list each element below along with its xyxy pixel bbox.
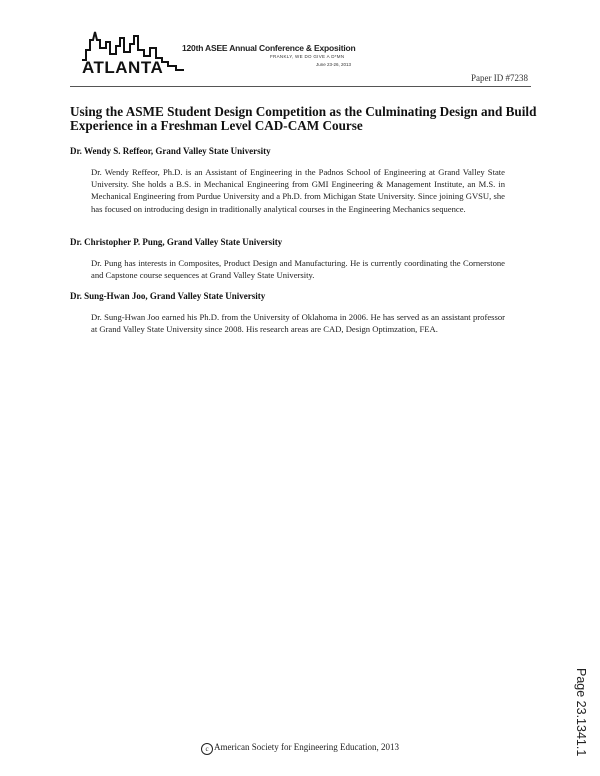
paper-id: Paper ID #7238 <box>471 73 528 83</box>
paper-title: Using the ASME Student Design Competition as the Culminating Design and Build Experience in a Freshman Level CAD-CAM Course <box>70 104 537 133</box>
author-name: Dr. Christopher P. Pung, Grand Valley State University <box>70 237 283 247</box>
page-number-stamp: Page 23.1341.1 <box>574 668 588 757</box>
header-divider <box>70 86 531 87</box>
author-name: Dr. Sung-Hwan Joo, Grand Valley State University <box>70 291 266 301</box>
copyright-icon: c <box>201 743 213 755</box>
author-bio: Dr. Sung-Hwan Joo earned his Ph.D. from the University of Oklahoma in 2006. He has served as an assistant professor at Grand Valley State University since 2008. His research areas are CAD, Design Optimzation, FEA. <box>91 312 505 335</box>
conference-subtitle: FRANKLY, WE DO GIVE A D*MN <box>270 54 345 59</box>
conference-dates: June 23-26, 2013 <box>316 62 352 67</box>
author-bio: Dr. Pung has interests in Composites, Product Design and Manufacturing. He is currently coordinating the Cornerstone and Capstone course sequences at Grand Valley State University. <box>91 258 505 281</box>
author-bio: Dr. Wendy Reffeor, Ph.D. is an Assistant of Engineering in the Padnos School of Engineering at Grand Valley State University. She holds a B.S. in Mechanical Engineering from GMI Engineering & Management Institute, an M.S. in Mechanical Engineering from Purdue University and a Ph.D. from Michigan State University. Since joining GVSU, she has focused on introducing design in traditionally analytical courses in the Engineering Mechanics sequence. <box>91 167 505 214</box>
atlanta-logo-text: ATLANTA <box>82 58 164 77</box>
copyright-text: American Society for Engineering Education, 2013 <box>214 742 399 752</box>
copyright-footer <box>0 742 600 755</box>
author-name: Dr. Wendy S. Reffeor, Grand Valley State University <box>70 146 271 156</box>
conference-title: 120th ASEE Annual Conference & Exposition <box>182 43 356 53</box>
